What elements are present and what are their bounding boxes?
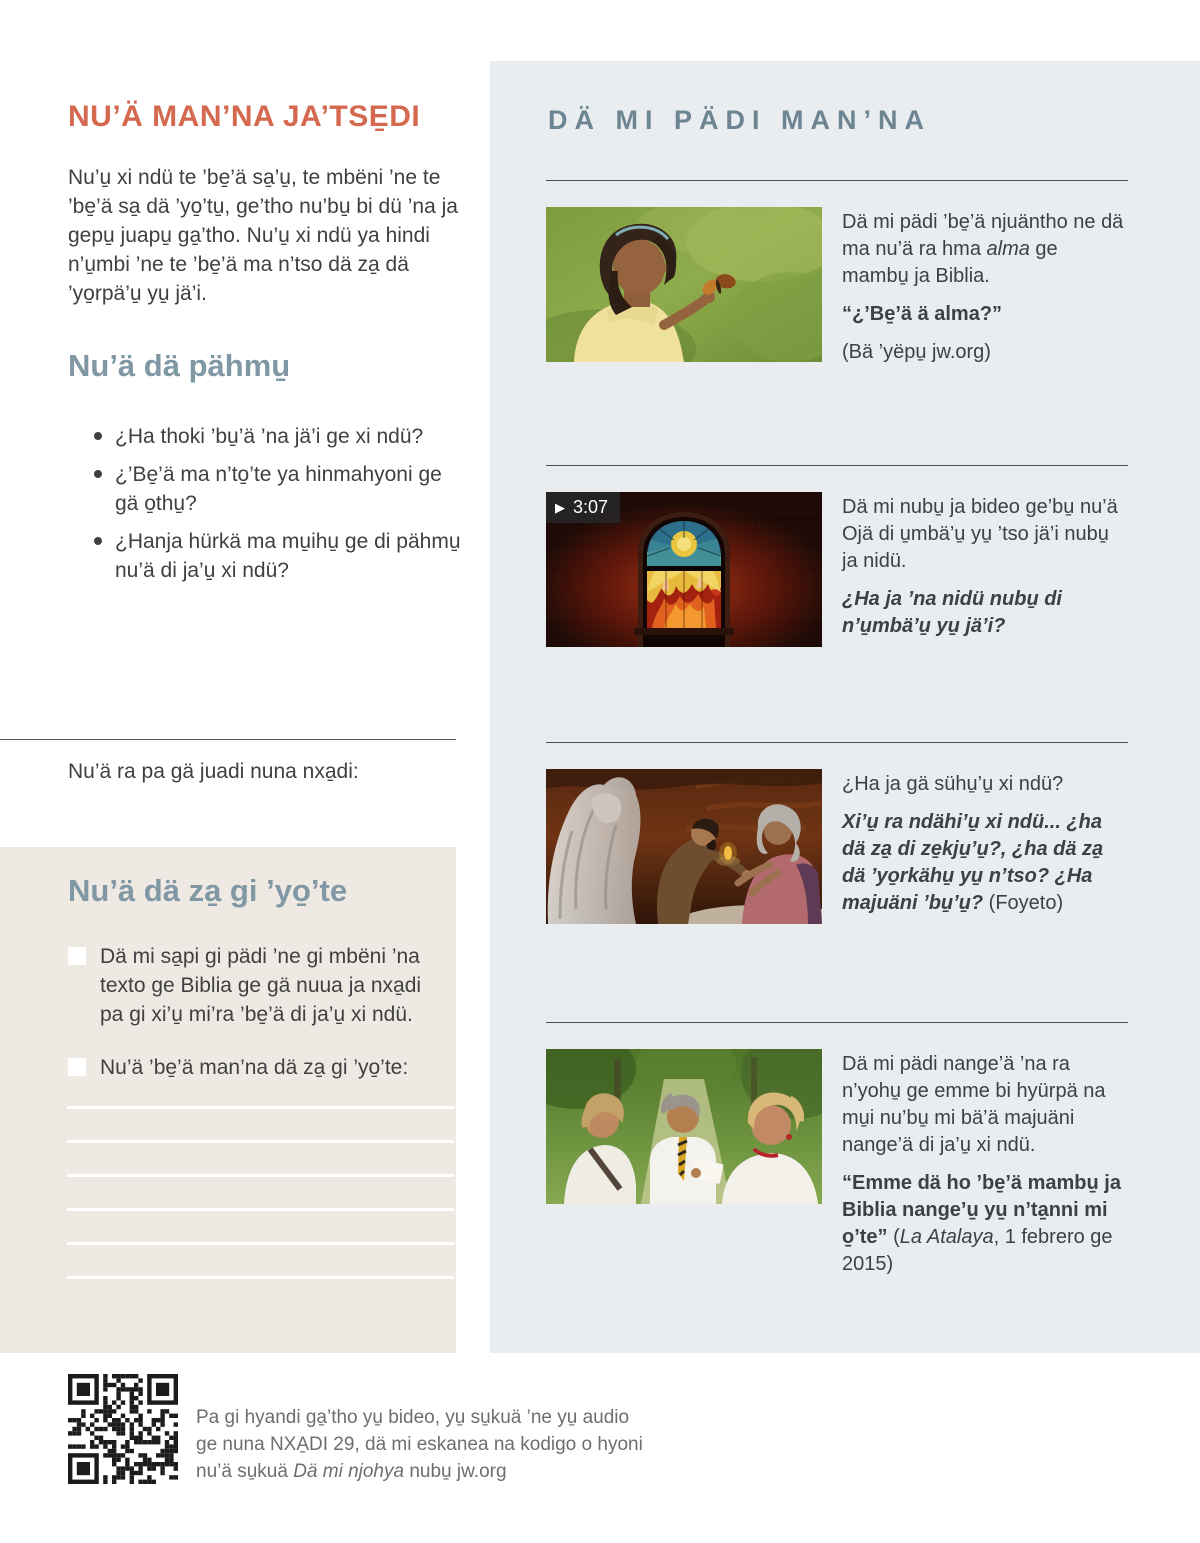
play-icon: ▶ xyxy=(555,500,565,515)
qr-text-italic: Dä mi njohya xyxy=(293,1461,405,1482)
list-item xyxy=(68,422,470,451)
qr-text: Pa gi hyandi ga̱’tho yu̱ bideo, yu̱ su̱kuä ’ne yu̱ audio ge nuna NXA̱DI 29, dä mi eskanea na kodigo o hyoni nu’ä su̱kuä xyxy=(196,1407,643,1482)
body-text: ge mambu̱ ja Biblia. xyxy=(842,238,1058,287)
writing-line xyxy=(67,1106,454,1109)
item-source: ( xyxy=(893,1226,900,1248)
todo-task-text: Dä mi sa̱pi gi pädi ’ne gi mbëni ’na texto ge Biblia ge gä nuua ja nxa̱di pa gi xi’u̱ mi’ra ’be̱’ä di ja’u̱ xi ndü. xyxy=(100,945,422,1026)
quote-bold: “Emme dä ho ’be̱’ä mambu̱ ja Biblia nange’u̱ yu̱ n’ta̱nni mi o̱’te” xyxy=(842,1172,1121,1248)
section-divider xyxy=(546,465,1128,466)
item-source: (Foyeto) xyxy=(983,892,1064,914)
item-body xyxy=(842,209,1128,290)
intro-paragraph: Nu’u̱ xi ndü te ’be̱’ä sa̱’u̱, te mbëni ’ne te ’be̱’ä sa̱ dä ’yo̱’tu̱, ge’tho nu’bu̱ bi dü ’na ja gepu̱ juapu̱ ga̱’tho. Nu’u̱ xi ndü ya hindi n’u̱mbi ’ne te ’be̱’ä ma n’tso dä za̱ dä ’yo̱rpä’u̱ yu̱ jä’i. xyxy=(68,166,458,305)
writing-line xyxy=(67,1208,454,1211)
video-duration: 3:07 xyxy=(573,497,609,517)
item-text xyxy=(842,492,1128,651)
girl-butterfly-illustration xyxy=(546,207,822,362)
question-text: ¿’Be̱’ä ma n’to̱’te ya hinmahyoni ge gä o̱thu̱? xyxy=(115,463,442,515)
qr-code xyxy=(68,1374,178,1484)
item-text xyxy=(842,207,1128,377)
study-item-video xyxy=(546,465,1128,651)
question-bold-italic: Xi’u̱ ra ndähi’u̱ xi ndü... ¿ha dä za̱ di ze̱kju̱’u̱?, ¿ha dä za̱ dä ’yo̱rkähu̱ yu̱ n’tso? ¿Ha majuäni ’bu̱’u̱? xyxy=(842,811,1104,914)
panel-heading: DÄ MI PÄDI MAN’NA xyxy=(548,105,931,135)
section-divider xyxy=(546,1022,1128,1023)
body-italic: alma xyxy=(986,238,1030,260)
todo-task-text: Nu’ä ’be̱’ä man’na dä za̱ gi ’yo̱’te: xyxy=(100,1056,409,1079)
item-quote: “¿’Be̱’ä ä alma?” xyxy=(842,303,1003,325)
study-item-comfort xyxy=(546,1022,1128,1289)
section-divider xyxy=(546,180,1128,181)
source-italic: La Atalaya xyxy=(899,1226,994,1248)
item-source: (Bä ’yëpu̱ jw.org) xyxy=(842,341,991,363)
writing-line xyxy=(67,1242,454,1245)
body-text: Dä mi pädi ’be̱’ä njuäntho ne dä ma nu’ä ra hma xyxy=(842,211,1124,260)
todo-task xyxy=(68,1053,442,1082)
list-item xyxy=(68,527,470,585)
item-body: Dä mi nubu̱ ja bideo ge’bu̱ nu’ä Ojä di u̱mbä’u̱ yu̱ ’tso jä’i nubu̱ ja nidü. xyxy=(842,496,1118,572)
todo-box xyxy=(0,847,456,1353)
item-text xyxy=(842,1049,1128,1289)
checkbox[interactable] xyxy=(68,947,86,965)
item-source: , 1 febrero ge 2015) xyxy=(842,1226,1113,1275)
todo-task xyxy=(68,942,442,1029)
study-item-spirits xyxy=(546,742,1128,928)
learn-heading: Nu’ä dä pähmu̱ xyxy=(68,348,291,383)
study-questions-list xyxy=(68,422,470,594)
writing-line xyxy=(67,1140,454,1143)
item-question: ¿Ha ja ’na nidü nubu̱ di n’u̱mbä’u̱ yu̱ jä’i? xyxy=(842,588,1062,637)
spirit-medium-image xyxy=(546,769,822,924)
item-body: Dä mi pädi nange’ä ’na ra n’yohu̱ ge emme bi hyürpä na mu̱i nu’bu̱ mi bä’ä majuäni nange’ä di ja’u̱ xi ndü. xyxy=(842,1053,1106,1156)
study-item-soul xyxy=(546,180,1128,377)
todo-heading: Nu’ä dä za̱ gi ’yo̱’te xyxy=(68,873,348,908)
hellfire-video-thumbnail[interactable] xyxy=(546,492,822,647)
item-text xyxy=(842,769,1128,928)
writing-line xyxy=(67,1276,454,1279)
witnessing-image xyxy=(546,1049,822,1204)
video-duration-badge xyxy=(546,492,620,523)
witnessing-illustration xyxy=(546,1049,822,1204)
girl-butterfly-image xyxy=(546,207,822,362)
question-text: ¿Ha thoki ’bu̱’ä ’na jä’i ge xi ndü? xyxy=(115,425,424,448)
spirit-medium-illustration xyxy=(546,769,822,924)
qr-instructions xyxy=(196,1404,648,1485)
item-question xyxy=(842,809,1128,917)
section-divider xyxy=(546,742,1128,743)
finish-date-label: Nu’ä ra pa gä juadi nuna nxa̱di: xyxy=(68,760,359,783)
question-text: ¿Hanja hürkä ma mu̱ihu̱ ge di pähmu̱ nu’ä di ja’u̱ xi ndü? xyxy=(115,530,461,582)
page-title: NU’Ä MAN’NA JA’TSE̱DI xyxy=(68,100,421,133)
writing-line xyxy=(67,1174,454,1177)
qr-text: nubu̱ jw.org xyxy=(404,1461,507,1482)
writing-lines xyxy=(67,1106,442,1279)
qr-code-graphic xyxy=(68,1374,178,1484)
study-panel xyxy=(490,61,1200,1353)
list-item xyxy=(68,460,470,518)
left-divider xyxy=(0,739,456,740)
item-quote xyxy=(842,1170,1128,1278)
checkbox[interactable] xyxy=(68,1058,86,1076)
item-body: ¿Ha ja gä sühu̱’u̱ xi ndü? xyxy=(842,773,1064,795)
